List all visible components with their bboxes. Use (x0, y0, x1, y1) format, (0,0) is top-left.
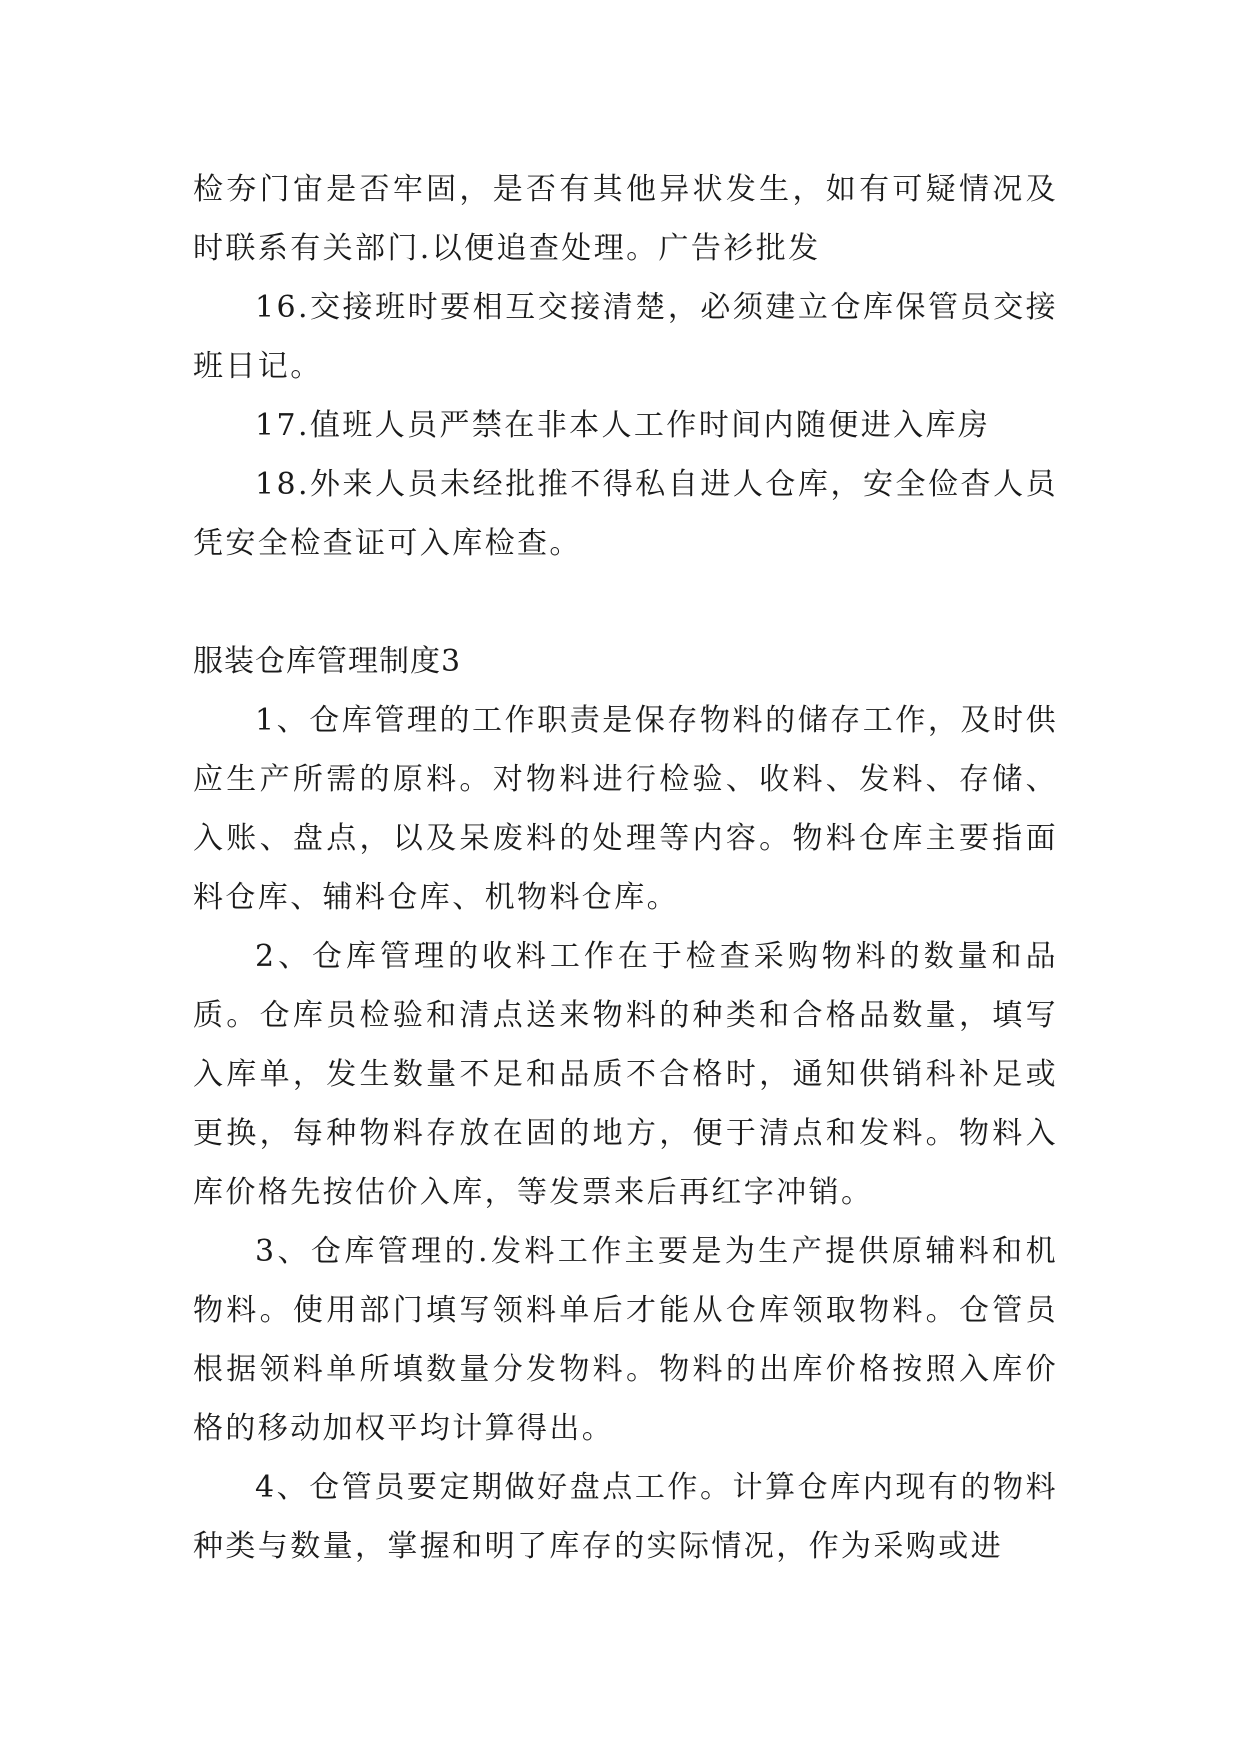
section-title: 服装仓库管理制度3 (193, 644, 462, 679)
paragraph-section-3: 3、仓库管理的.发料工作主要是为生产提供原辅料和机物料。使用部门填写领料单后才能从仓库领取物料。仓管员根据领料单所填数量分发物料。物料的出库价格按照入库价格的移动加权平均计算得出。 (193, 1234, 1058, 1446)
document-body (193, 160, 1058, 1576)
paragraph-item-18: 18.外来人员未经批推不得私自进人仓库，安全俭杳人员凭安全检查证可入库检查。 (193, 467, 1058, 561)
paragraph-section-1: 1、仓库管理的工作职责是保存物料的储存工作，及时供应生产所需的原料。对物料进行检验、收料、发料、存储、入账、盘点，以及呆废料的处理等内容。物料仓库主要指面料仓库、辅料仓库、机物料仓库。 (193, 703, 1058, 915)
paragraph-continued: 检夯门宙是否牢固，是否有其他异状发生，如有可疑情况及时联系有关部门.以便追查处理。广告衫批发 (193, 172, 1058, 266)
paragraph-section-4: 4、仓管员要定期做好盘点工作。计算仓库内现有的物料种类与数量，掌握和明了库存的实际情况，作为采购或进 (193, 1470, 1058, 1564)
paragraph-section-2: 2、仓库管理的收料工作在于检查采购物料的数量和品质。仓库员检验和清点送来物料的种类和合格品数量，填写入库单，发生数量不足和品质不合格时，通知供销科补足或更换，每种物料存放在固的地方，便于清点和发料。物料入库价格先按估价入库，等发票来后再红字冲销。 (193, 939, 1058, 1210)
paragraph-item-16: 16.交接班时要相互交接清楚，必须建立仓库保管员交接班日记。 (193, 290, 1058, 384)
paragraph-item-17: 17.值班人员严禁在非本人工作时间内随便进入库房 (255, 408, 991, 443)
